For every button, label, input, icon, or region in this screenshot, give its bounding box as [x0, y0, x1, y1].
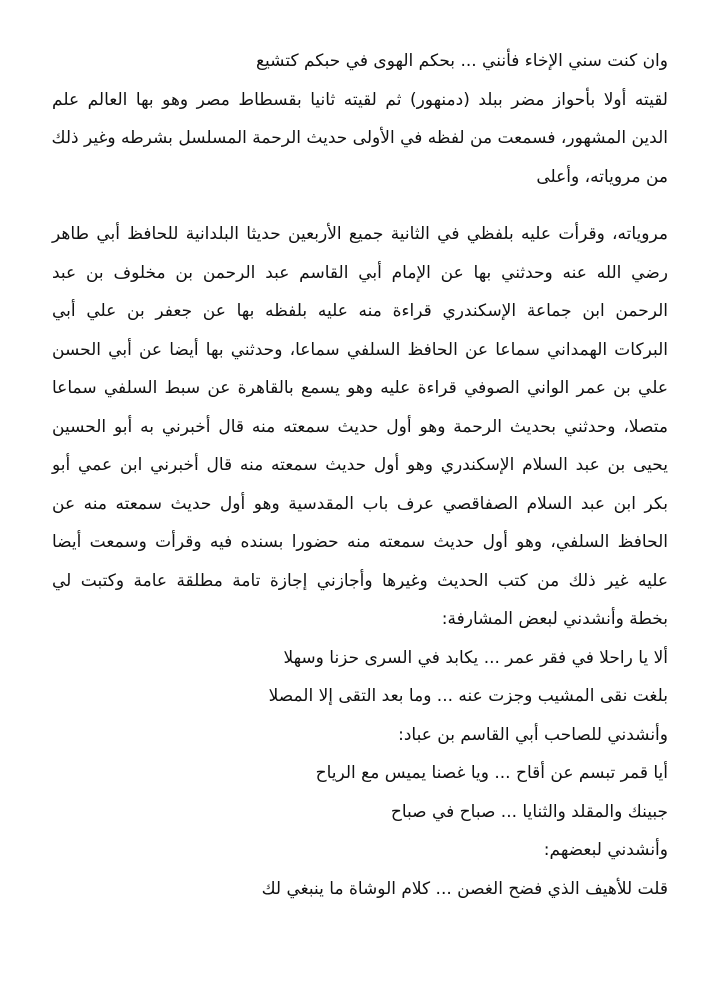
text-line: رضي الله عنه وحدثني بها عن الإمام أبي القاسم عبد الرحمن بن مخلوف بن عبد [52, 262, 668, 283]
text-line: الحافظ السلفي، وهو أول حديث سمعته منه حضورا بسنده فيه وقرأت وسمعت أيضا [52, 532, 668, 552]
text-line: الدين المشهور، فسمعت من لفظه في الأولى حديث الرحمة المسلسل بشرطه وغير ذلك [51, 128, 668, 148]
verse-line: جبينك والمقلد والثنايا ... صباح في صباح [390, 801, 668, 822]
text-line: من مروياته، وأعلى [536, 166, 668, 187]
text-line: متصلا، وحدثني بحديث الرحمة وهو أول حديث سمعته منه قال أخبرني به أبو الحسين [52, 416, 668, 437]
paragraph-1 [52, 42, 668, 196]
text-line: مروياته، وقرأت عليه بلفظي في الثانية جميع الأربعين حديثا البلدانية للحافظ أبي طاهر [52, 224, 668, 244]
text-line: الرحمن ابن جماعة الإسكندري قراءة منه عليه بلفظه بها عن جعفر بن علي أبي [52, 301, 668, 321]
text-line: وأنشدني لبعضهم: [543, 840, 668, 860]
text-line: بكر ابن عبد السلام الصفاقصي عرف باب المقدسية وهو أول حديث سمعته منه عن [52, 493, 668, 514]
verse-line: بلغت نقى المشيب وجزت عنه ... وما بعد التقى إلا المصلا [268, 686, 668, 706]
text-line: وأنشدني للصاحب أبي القاسم بن عباد: [398, 724, 668, 745]
text-line: عليه غير ذلك من كتب الحديث وغيرها وأجازني إجازة تامة مطلقة عامة وكتبت لي [52, 570, 668, 591]
text-line: لقيته أولا بأحواز مضر ببلد (دمنهور) ثم لقيته ثانيا بقسطاط مصر وهو بها العالم علم [52, 89, 668, 110]
paragraph-2 [52, 215, 668, 908]
text-line: يحيى بن عبد السلام الإسكندري وهو أول حديث سمعته منه قال أخبرني ابن عمي أبو [52, 455, 668, 475]
verse-line: ألا يا راحلا في فقر عمر ... يكابد في السرى حزنا وسهلا [283, 647, 668, 668]
verse-line: أيا قمر تبسم عن أقاح ... ويا غصنا يميس مع الرياح [315, 763, 668, 783]
text-line: البركات الهمداني سماعا عن الحافظ السلفي سماعا، وحدثني بها أيضا عن أبي الحسن [52, 339, 668, 360]
text-line: علي بن عمر الواني الصوفي قراءة عليه وهو يسمع بالقاهرة عن سبط السلفي سماعا [52, 378, 668, 398]
verse-line: قلت للأهيف الذي فضح الغصن ... كلام الوشاة ما ينبغي لك [261, 878, 668, 899]
text-line: وان كنت سني الإخاء فأنني ... بحكم الهوى في حبكم كتشيع [255, 51, 668, 71]
text-line: بخطة وأنشدني لبعض المشارفة: [441, 609, 668, 629]
